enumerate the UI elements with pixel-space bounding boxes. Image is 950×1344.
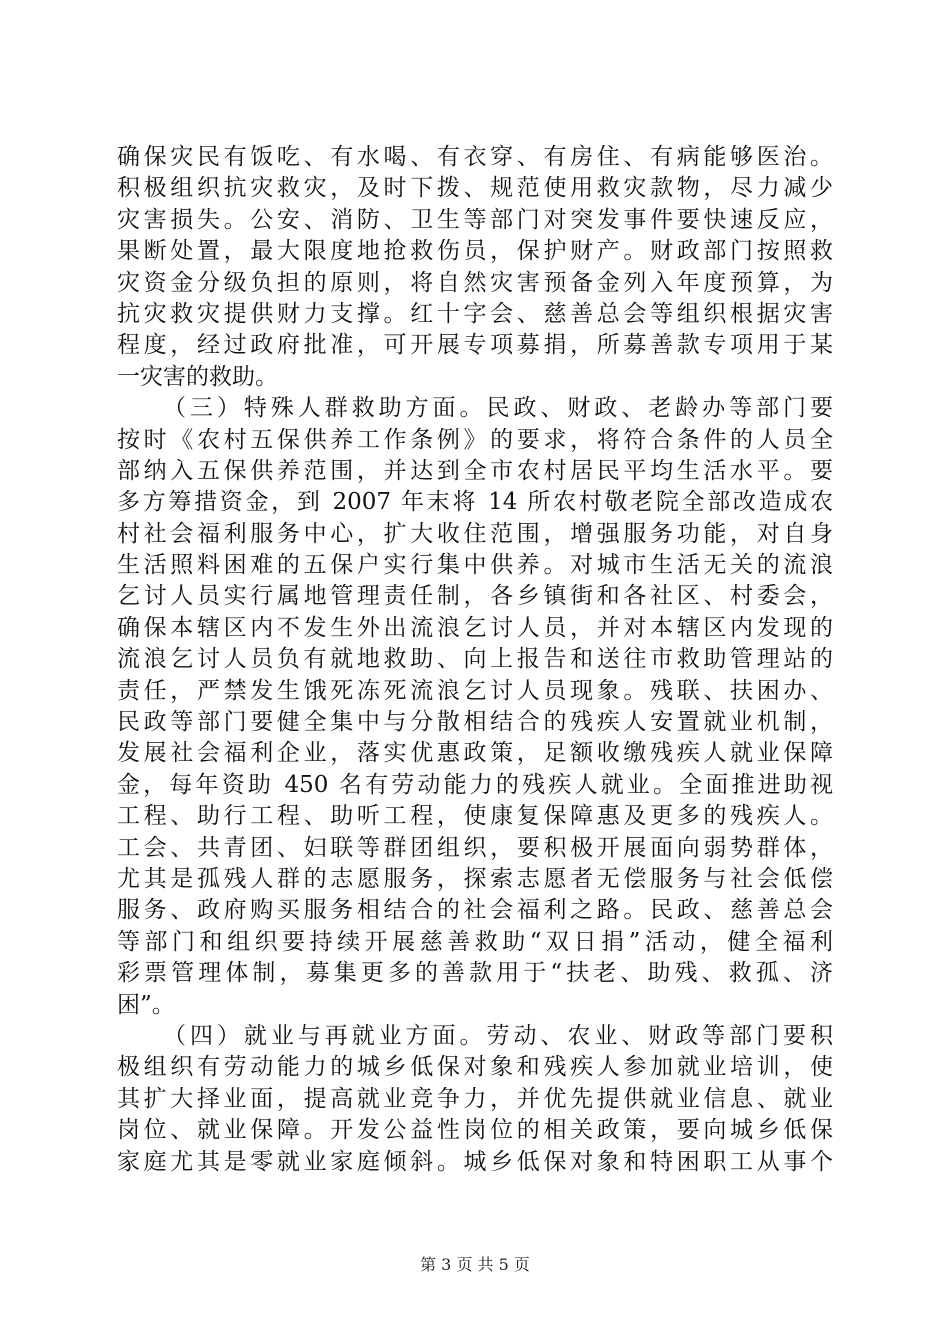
text-line: （四）就业与再就业方面。劳动、农业、财政等部门要积	[163, 1022, 833, 1049]
page-footer: 第 3 页 共 5 页	[420, 1255, 530, 1274]
text-line: （三）特殊人群救助方面。民政、财政、老龄办等部门要	[163, 395, 833, 422]
text-line: 果断处置，最大限度地抢救伤员，保护财产。财政部门按照救	[117, 238, 833, 265]
text-line: 其扩大择业面，提高就业竞争力，并优先提供就业信息、就业	[117, 1085, 833, 1112]
text-line: 乞讨人员实行属地管理责任制，各乡镇街和各社区、村委会，	[117, 583, 833, 610]
text-line: 按时《农村五保供养工作条例》的要求，将符合条件的人员全	[117, 426, 833, 453]
text-line: 工会、共青团、妇联等群团组织，要积极开展面向弱势群体，	[117, 834, 833, 861]
text-line: 积极组织抗灾救灾，及时下拨、规范使用救灾款物，尽力减少	[117, 175, 833, 202]
text-line: 服务、政府购买服务相结合的社会福利之路。民政、慈善总会	[117, 897, 833, 924]
text-line: 金，每年资助 450 名有劳动能力的残疾人就业。全面推进助视	[117, 771, 833, 798]
text-line: 灾资金分级负担的原则，将自然灾害预备金列入年度预算，为	[117, 269, 833, 296]
text-line: 发展社会福利企业，落实优惠政策，足额收缴残疾人就业保障	[117, 740, 833, 767]
text-line: 确保灾民有饭吃、有水喝、有衣穿、有房住、有病能够医治。	[117, 144, 833, 170]
text-line: 生活照料困难的五保户实行集中供养。对城市生活无关的流浪	[117, 552, 833, 579]
text-line: 责任，严禁发生饿死冻死流浪乞讨人员现象。残联、扶困办、	[117, 677, 833, 704]
text-line: 岗位、就业保障。开发公益性岗位的相关政策，要向城乡低保	[117, 1117, 833, 1144]
text-line: 灾害损失。公安、消防、卫生等部门对突发事件要快速反应，	[117, 206, 833, 233]
document-body	[117, 142, 833, 1178]
text-line: 多方筹措资金，到 2007 年末将 14 所农村敬老院全部改造成农	[117, 489, 833, 516]
text-line: 村社会福利服务中心，扩大收住范围，增强服务功能，对自身	[117, 520, 833, 547]
text-line: 流浪乞讨人员负有就地救助、向上报告和送往市救助管理站的	[117, 646, 833, 673]
text-line: 民政等部门要健全集中与分散相结合的残疾人安置就业机制，	[117, 709, 833, 736]
text-line: 极组织有劳动能力的城乡低保对象和残疾人参加就业培训，使	[117, 1054, 833, 1081]
text-line: 困”。	[117, 991, 175, 1018]
text-line: 程度，经过政府批准，可开展专项募捐，所募善款专项用于某	[117, 332, 833, 359]
text-line: 工程、助行工程、助听工程，使康复保障惠及更多的残疾人。	[117, 803, 833, 830]
text-line: 家庭尤其是零就业家庭倾斜。城乡低保对象和特困职工从事个	[117, 1148, 833, 1175]
text-line: 等部门和组织要持续开展慈善救助“双日捐”活动，健全福利	[117, 928, 833, 955]
text-line: 一灾害的救助。	[117, 363, 278, 390]
text-line: 抗灾救灾提供财力支撑。红十字会、慈善总会等组织根据灾害	[117, 300, 833, 327]
text-line: 尤其是孤残人群的志愿服务，探索志愿者无偿服务与社会低偿	[117, 865, 833, 892]
text-line: 彩票管理体制，募集更多的善款用于“扶老、助残、救孤、济	[117, 960, 833, 987]
text-line: 部纳入五保供养范围，并达到全市农村居民平均生活水平。要	[117, 457, 833, 484]
text-line: 确保本辖区内不发生外出流浪乞讨人员，并对本辖区内发现的	[117, 614, 833, 641]
